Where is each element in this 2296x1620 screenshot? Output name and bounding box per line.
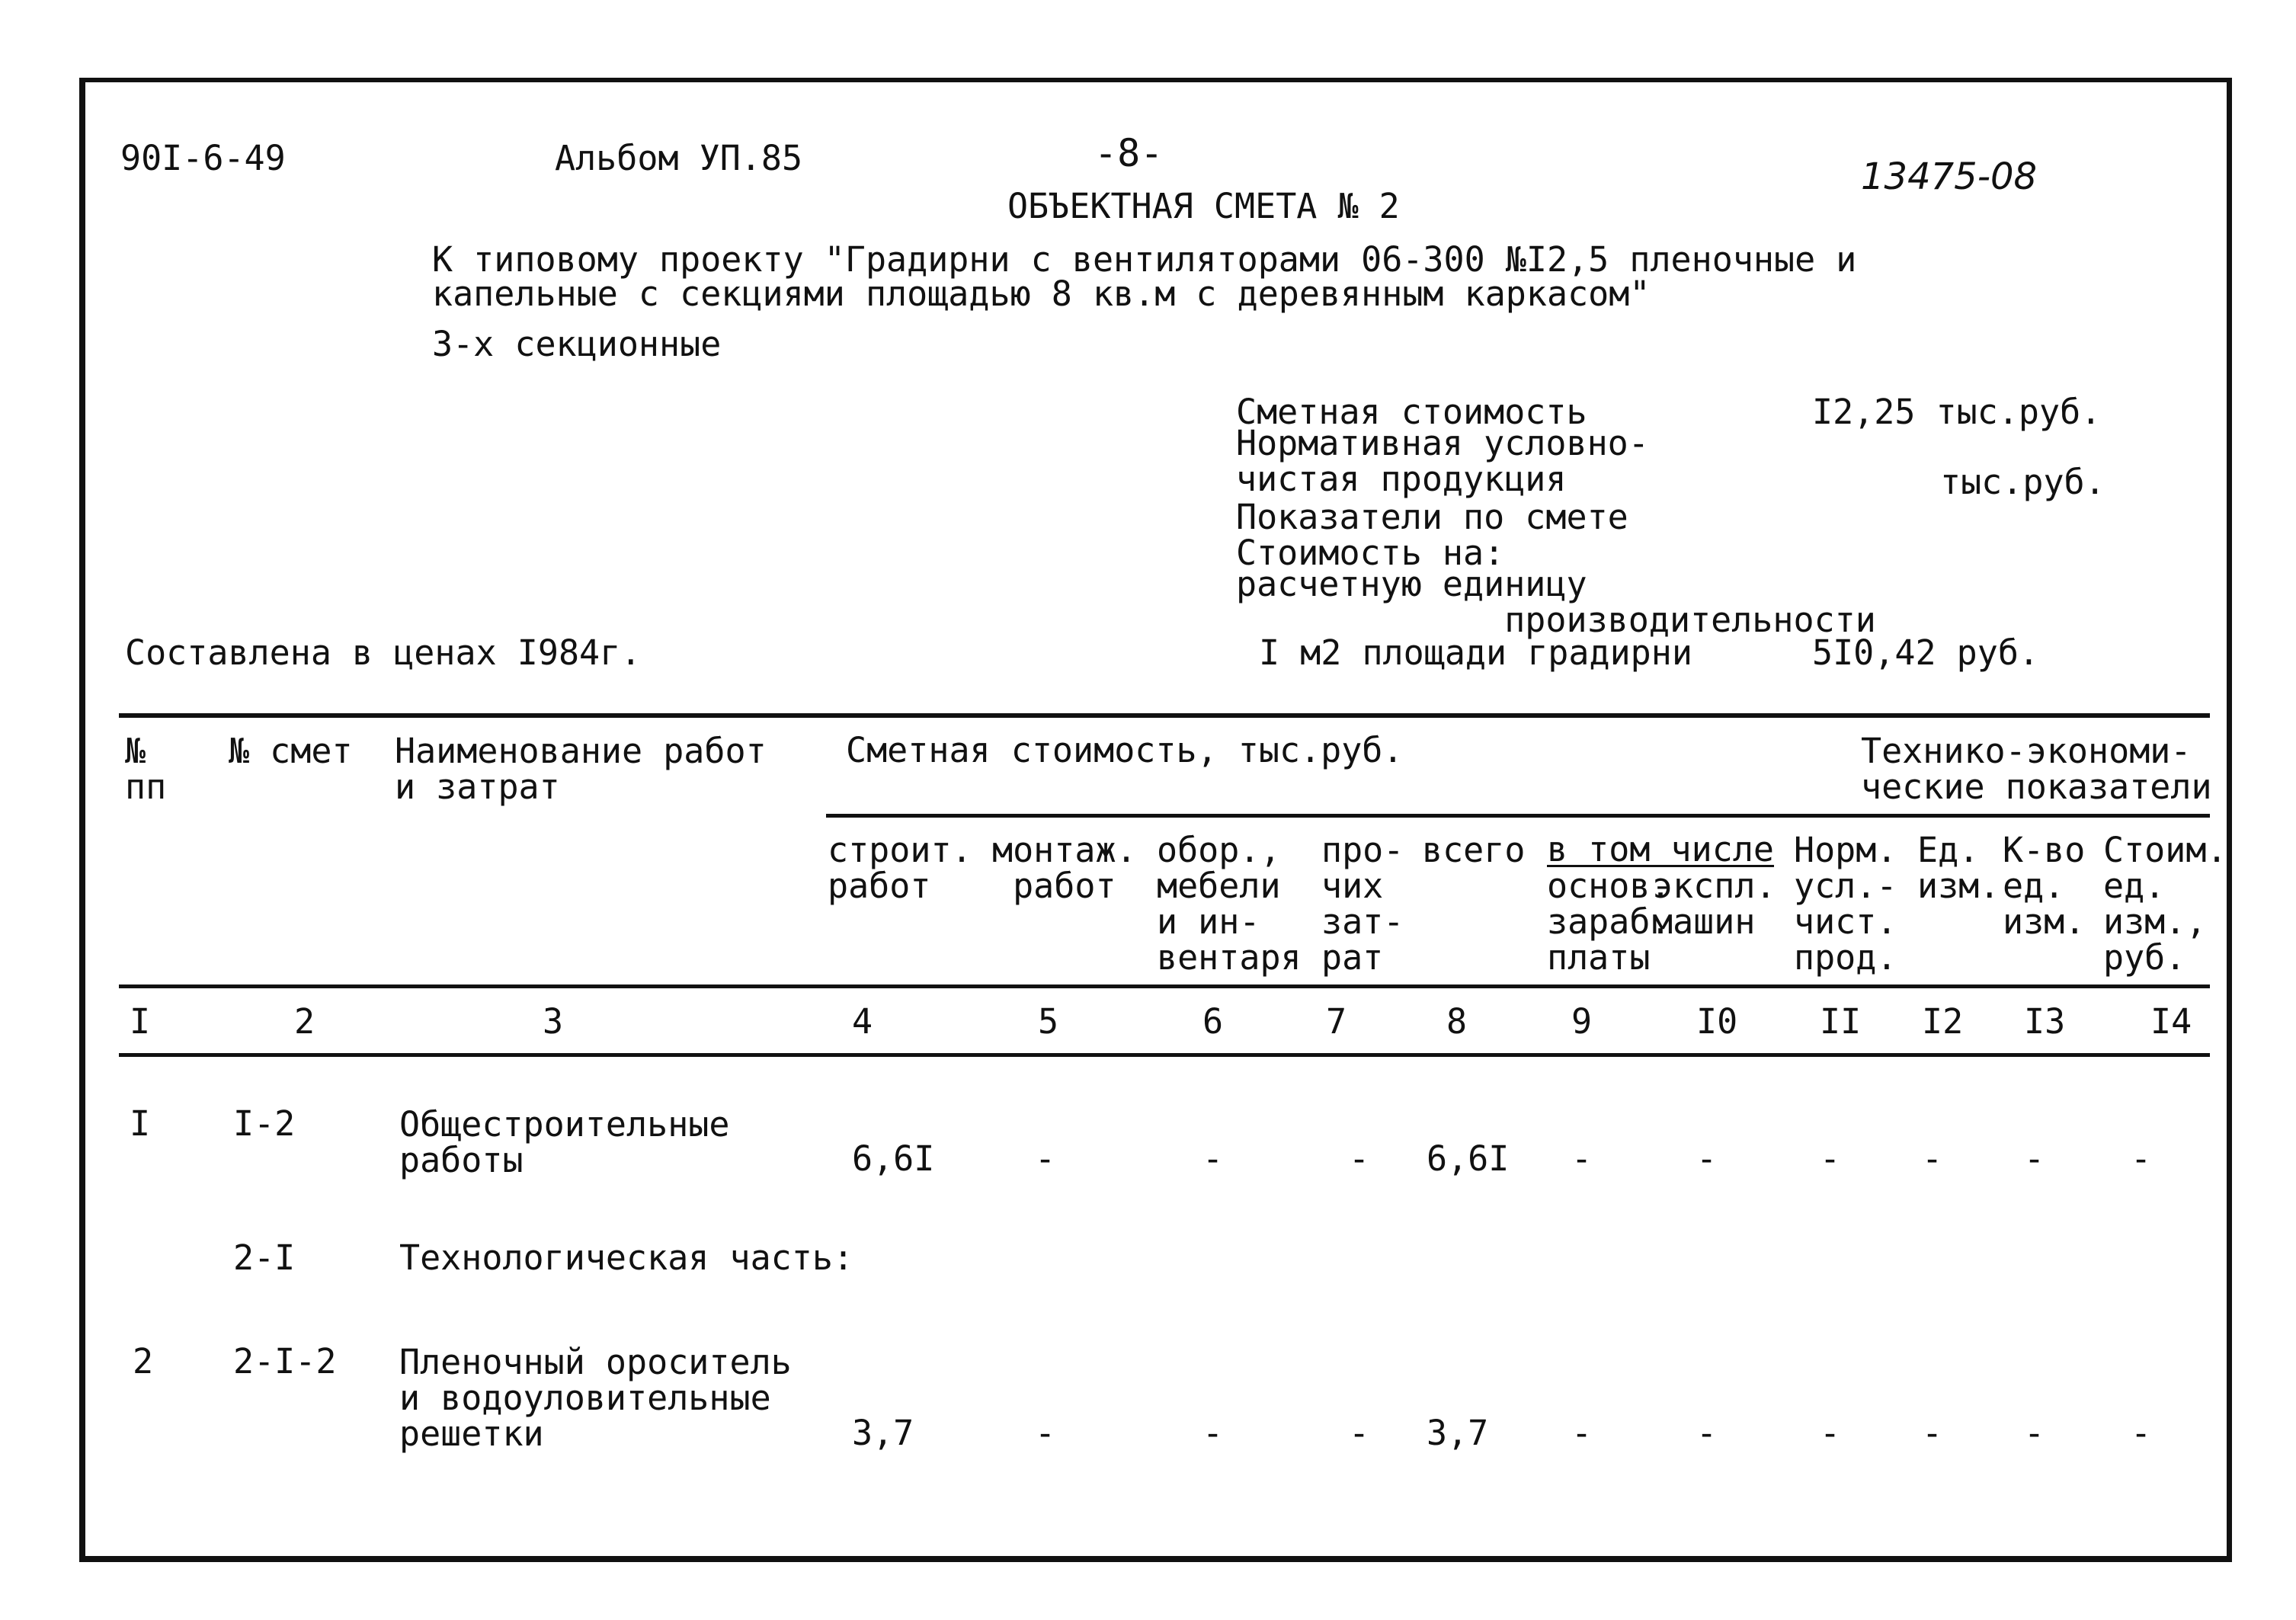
tech-group-header: Технико-экономи- ческие показатели: [1861, 731, 2212, 807]
col-number: 9: [1571, 1001, 1593, 1042]
col-header-estimate: № смет: [229, 731, 353, 771]
summary-label: Сметная стоимость: [1236, 392, 1587, 432]
row-value: -: [1571, 1138, 1593, 1179]
row-value: 6,6I: [852, 1138, 935, 1179]
summary-value: I2,25 тыс.руб.: [1812, 392, 2102, 432]
row-value: 3,7: [852, 1413, 914, 1453]
col-header-unit-cost: Стоим. ед. изм., руб.: [2103, 830, 2227, 978]
row-value: -: [1820, 1138, 1841, 1179]
col-header-installation: монтаж. работ: [992, 830, 1137, 906]
numbers-bottom-rule: [119, 1053, 2210, 1057]
col-header-wages: основ. зараб. платы: [1547, 866, 1671, 978]
col-number: 4: [852, 1001, 873, 1042]
album-label: Альбом УП.85: [555, 138, 803, 178]
row-value: -: [2131, 1138, 2152, 1179]
col-number: 2: [294, 1001, 315, 1042]
row-value: -: [1696, 1138, 1718, 1179]
summary-label: Стоимость на:: [1236, 533, 1505, 573]
row-value: -: [1035, 1138, 1056, 1179]
summary-label: Нормативная условно- чистая продукция: [1236, 423, 1649, 499]
row-value: 6,6I: [1427, 1138, 1510, 1179]
col-number: I0: [1696, 1001, 1738, 1042]
header-sub-rule: [826, 814, 2210, 818]
col-header-construction: строит. работ: [828, 830, 972, 906]
header-bottom-rule: [119, 984, 2210, 988]
page-number: -8-: [1094, 131, 1164, 175]
project-line-1: К типовому проекту "Градирни с вентиляторами 06-300 №I2,5 пленочные и: [432, 239, 1857, 280]
col-number: I3: [2024, 1001, 2066, 1042]
row-value: -: [2024, 1413, 2045, 1453]
row-value: -: [1571, 1413, 1593, 1453]
row-value: -: [1202, 1413, 1224, 1453]
col-number: 3: [543, 1001, 564, 1042]
cost-group-header: Сметная стоимость, тыс.руб.: [846, 730, 1404, 770]
row-value: -: [2131, 1413, 2152, 1453]
row-value: -: [1202, 1138, 1224, 1179]
col-number: 5: [1038, 1001, 1059, 1042]
col-header-machines: экспл. машин: [1652, 866, 1776, 942]
prices-note: Составлена в ценах I984г.: [125, 632, 642, 673]
row-value: -: [1922, 1413, 1943, 1453]
col-number: I: [130, 1001, 151, 1042]
including-label: в том числе: [1547, 829, 1775, 869]
col-header-unit: Ед. изм.: [1917, 830, 2000, 906]
row-estimate: 2-I-2: [233, 1341, 337, 1381]
col-number: 8: [1446, 1001, 1468, 1042]
row-num: 2: [133, 1341, 154, 1381]
col-number: II: [1820, 1001, 1862, 1042]
row-value: -: [1922, 1138, 1943, 1179]
row-estimate: I-2: [233, 1103, 296, 1144]
sections-note: 3-х секционные: [432, 324, 722, 364]
summary-label: I м2 площади градирни: [1259, 632, 1692, 673]
row-value: -: [1035, 1413, 1056, 1453]
table-top-rule: [119, 713, 2210, 718]
project-line-2: капельные с секциями площадью 8 кв.м с деревянным каркасом": [432, 274, 1651, 314]
summary-value: тыс.руб.: [1940, 462, 2105, 502]
col-number: 7: [1326, 1001, 1347, 1042]
row-name: Общестроительные работы: [399, 1104, 730, 1180]
col-header-num: № пп: [125, 731, 167, 807]
row-value: -: [1349, 1138, 1370, 1179]
col-header-equipment: обор., мебели и ин- вентаря: [1157, 830, 1302, 978]
row-name: Технологическая часть:: [399, 1237, 854, 1278]
row-value: -: [2024, 1138, 2045, 1179]
row-value: -: [1820, 1413, 1841, 1453]
col-header-name: Наименование работ и затрат: [395, 731, 767, 807]
col-header-total: всего: [1422, 830, 1526, 870]
summary-label: Показатели по смете: [1236, 497, 1628, 537]
document-code: 90I-6-49: [120, 138, 286, 178]
col-header-quantity: К-во ед. изм.: [2003, 830, 2086, 942]
row-value: 3,7: [1427, 1413, 1489, 1453]
col-header-norm-product: Норм. усл.- чист. прод.: [1794, 830, 1897, 978]
row-value: -: [1696, 1413, 1718, 1453]
row-num: I: [130, 1103, 151, 1144]
col-number: I2: [1922, 1001, 1964, 1042]
col-number: I4: [2150, 1001, 2192, 1042]
col-header-other: про- чих зат- рат: [1321, 830, 1404, 978]
row-name: Пленочный ороситель и водоуловительные решетки: [399, 1342, 792, 1454]
estimate-title: ОБЪЕКТНАЯ СМЕТА № 2: [1007, 186, 1400, 226]
row-value: -: [1349, 1413, 1370, 1453]
summary-label: расчетную единицу производительности: [1236, 564, 1876, 640]
handwritten-number: 13475-08: [1861, 155, 2038, 198]
summary-value: 5I0,42 руб.: [1812, 632, 2040, 673]
row-estimate: 2-I: [233, 1237, 296, 1278]
col-number: 6: [1202, 1001, 1224, 1042]
